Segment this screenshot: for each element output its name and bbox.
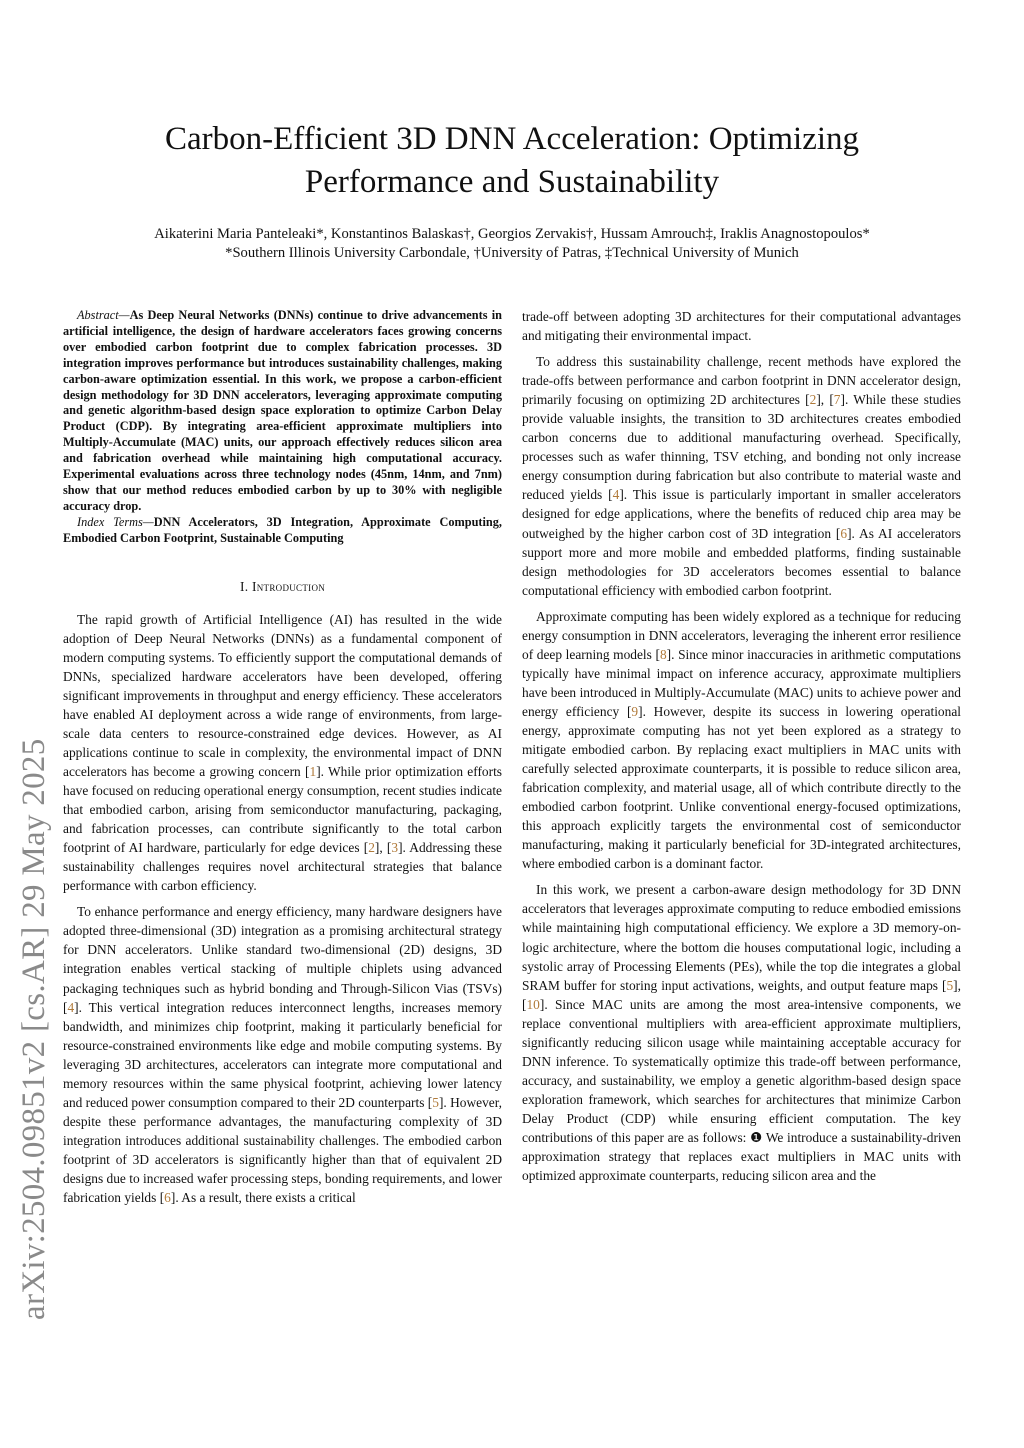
paragraph: Approximate computing has been widely explored as a technique for reducing energy consumption in DNN accelerators, leveraging the inherent error resilience of deep learning models [8]. Since minor inaccuracies in arithmetic computations typically have minimal impact on inference accuracy, approximate multipliers have been introduced in Multiply-Accumulate (MAC) units to achieve power and energy efficiency [9]. However, despite its success in lowering operational energy, approximate computing has not yet been explored as a strategy to mitigate embodied carbon. By replacing exact multipliers in MAC units with carefully selected approximate counterparts, it is possible to reduce silicon area, fabrication complexity, and material usage, all of which contribute directly to the embodied carbon footprint. Unlike conventional energy-focused optimizations, this approach explicitly targets the environmental cost of semiconductor manufacturing, making it particularly beneficial for 3D-integrated architectures, where embodied carbon is a dominant factor. xyxy=(522,608,961,872)
citation-link[interactable]: 3 xyxy=(391,840,399,856)
citation-link[interactable]: 6 xyxy=(164,1190,171,1206)
citation-link[interactable]: 7 xyxy=(833,392,841,408)
title-line-1: Carbon-Efficient 3D DNN Acceleration: Optimizing xyxy=(164,121,860,157)
citation-link[interactable]: 2 xyxy=(368,840,375,856)
arxiv-identifier-stamp: arXiv:2504.09851v2 [cs.AR] 29 May 2025 xyxy=(16,738,52,1320)
authors: Aikaterini Maria Panteleaki*, Konstantinos Balaskas†, Georgios Zervakis†, Hussam Amrouch‡, Iraklis Anagnostopoulos* xyxy=(154,226,870,242)
citation-link[interactable]: 8 xyxy=(659,646,667,662)
index-terms-label: Index Terms— xyxy=(77,514,154,529)
citation-link[interactable]: 2 xyxy=(809,392,817,408)
abstract-text: As Deep Neural Networks (DNNs) continue to drive advancements in artificial intelligence, the design of hardware accelerators faces growing concerns over embodied carbon footprint due to complex fabrication processes. 3D integration improves performance but introduces sustainability challenges, making carbon-aware optimization essential. In this work, we propose a carbon-efficient design methodology for 3D DNN accelerators, leveraging approximate computing and genetic algorithm-based design space exploration to optimize Carbon Delay Product (CDP). By integrating area-efficient approximate multipliers into Multiply-Accumulate (MAC) units, our approach effectively reduces silicon area and fabrication overhead while maintaining high computational accuracy. Experimental evaluations across three technology nodes (45nm, 14nm, and 7nm) show that our method reduces embodied carbon by up to 30% with negligible accuracy drop. xyxy=(63,308,502,513)
paragraph: To address this sustainability challenge, recent methods have explored the trade-offs between performance and carbon footprint in DNN accelerator design, primarily focusing on optimizing 2D architectures [2], [7]. While these studies provide valuable insights, the transition to 3D architectures creates embodied carbon concerns due to additional manufacturing overhead. Specifically, processes such as wafer thinning, TSV etching, and bonding not only increase energy consumption during fabrication but also contribute to material waste and reduced yields [4]. This issue is particularly important in smaller accelerators designed for edge applications, where the benefits of reduced chip area may be outweighed by the higher carbon cost of 3D integration [6]. As AI accelerators support more and more mobile and embedded platforms, finding sustainable design methodologies for 3D accelerators becomes essential to balance computational efficiency with embodied carbon footprint. xyxy=(522,354,961,598)
citation-link[interactable]: 1 xyxy=(309,764,317,780)
author-block xyxy=(0,225,1024,263)
paragraph: The rapid growth of Artificial Intelligence (AI) has resulted in the wide adoption of Deep Neural Networks (DNNs) as a fundamental component of modern computing systems. To efficiently support the computational demands of DNNs, specialized hardware accelerators have been developed, offering significant improvements in throughput and energy efficiency. These accelerators have enabled AI deployment across a wide range of environments, from large-scale data centers to resource-constrained edge devices. However, as AI applications continue to scale in complexity, the environmental impact of DNN accelerators has become a growing concern [1]. While prior optimization efforts have focused on reducing operational energy consumption, recent studies indicate that embodied carbon, arising from semiconductor manufacturing, packaging, and fabrication processes, can contribute significantly to the total carbon footprint of AI hardware, particularly for edge devices [2], [3]. Addressing these sustainability challenges requires novel architectural strategies that balance performance with carbon efficiency. xyxy=(63,611,502,894)
index-terms-text: DNN Accelerators, 3D Integration, Approximate Computing, Embodied Carbon Footprint, Sustainable Computing xyxy=(63,514,502,545)
left-column xyxy=(63,308,502,1207)
citation-link[interactable]: 6 xyxy=(840,525,848,541)
section-number: I. xyxy=(239,578,252,594)
paragraph: In this work, we present a carbon-aware design methodology for 3D DNN accelerators that leverages approximate computing to reduce embodied emissions while maintaining high computational efficiency. We explore a 3D memory-on-logic architecture, where the bottom die houses computational logic, including a systolic array of Processing Elements (PEs), while the top die integrates a global SRAM buffer for storing input activations, weights, and output feature maps [5], [10]. Since MAC units are among the most area-intensive components, we replace conventional multipliers with area-efficient approximate multipliers, significantly reducing silicon usage while maintaining acceptable accuracy for DNN inference. To systematically optimize this trade-off between performance, accuracy, and sustainability, we employ a genetic algorithm-based design space exploration framework, which searches for architectures that minimize Carbon Delay Product (CDP) while ensuring efficient computation. The key contributions of this paper are as follows: ❶ We introduce a sustainability-driven approximation strategy that replaces exact multipliers in MAC units with optimized approximate counterparts, reducing silicon area and the xyxy=(522,882,961,1184)
paragraph: To enhance performance and energy efficiency, many hardware designers have adopted three-dimensional (3D) integration as a promising architectural strategy for DNN accelerators. Unlike standard two-dimensional (2D) designs, 3D integration enables vertical stacking of multiple chiplets using advanced packaging techniques such as hybrid bonding and Through-Silicon Vias (TSVs) [4]. This vertical integration reduces interconnect lengths, increases memory bandwidth, and minimizes chip footprint, making it particularly beneficial for resource-constrained environments like edge and mobile computing systems. By leveraging 3D architectures, accelerators can integrate more computational and memory resources within the same physical footprint, achieving lower latency and reduced power consumption compared to their 2D counterparts [5]. However, despite these performance advantages, the manufacturing complexity of 3D integration introduces additional sustainability challenges. The embodied carbon footprint of 3D accelerators is significantly higher than that of equivalent 2D designs due to increased wafer processing steps, bonding requirements, and lower fabrication yields [6]. As a result, there exists a critical xyxy=(63,904,503,1206)
abstract xyxy=(63,308,502,515)
citation-link[interactable]: 5 xyxy=(432,1094,439,1110)
citation-link[interactable]: 4 xyxy=(67,999,75,1015)
abstract-label: Abstract— xyxy=(77,308,130,322)
section-title: Introduction xyxy=(252,578,326,594)
citation-link[interactable]: 5 xyxy=(946,977,954,993)
title-line-2: Performance and Sustainability xyxy=(304,164,720,200)
citation-link[interactable]: 10 xyxy=(526,996,540,1012)
affiliations: *Southern Illinois University Carbondale, †University of Patras, ‡Technical University of Munich xyxy=(225,245,799,261)
citation-link[interactable]: 4 xyxy=(612,487,620,503)
index-terms xyxy=(63,515,502,547)
section-heading xyxy=(63,577,502,596)
paper-title xyxy=(0,118,1024,204)
citation-link[interactable]: 9 xyxy=(631,703,639,719)
paragraph: trade-off between adopting 3D architectures for their computational advantages and mitigating their environmental impact. xyxy=(522,309,961,344)
right-column xyxy=(522,307,961,1185)
